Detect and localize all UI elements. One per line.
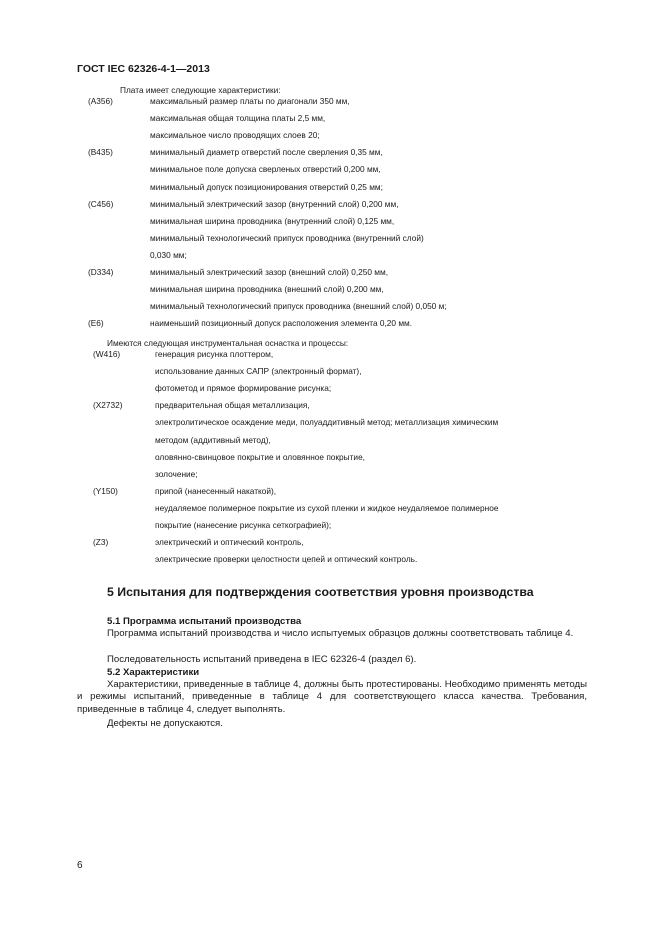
- item-line: 0,030 мм;: [150, 249, 187, 260]
- item-code: (Y150): [93, 485, 118, 496]
- item-line: минимальная ширина проводника (внутренний слой) 0,125 мм,: [150, 215, 395, 226]
- item-code: (A356): [88, 96, 113, 106]
- item-code: (E6): [88, 318, 104, 329]
- item-line: электролитическое осаждение меди, полуаддитивный метод; металлизация химическим: [155, 417, 499, 428]
- item-line: предварительная общая металлизация,: [155, 400, 310, 411]
- section-5-1-paragraph-2: Последовательность испытаний приведена в IEC 62326-4 (раздел 6).: [107, 654, 417, 665]
- section-5-1-title: 5.1 Программа испытаний производства: [107, 616, 302, 627]
- item-code: (X2732): [93, 400, 123, 411]
- item-line: минимальный электрический зазор (внутренний слой) 0,200 мм,: [150, 198, 399, 209]
- item-line: минимальный диаметр отверстий после сверления 0,35 мм,: [150, 147, 383, 158]
- tooling-intro: Имеются следующая инструментальная оснастка и процессы:: [107, 338, 349, 348]
- item-line: наименьший позиционный допуск расположения элемента 0,20 мм.: [150, 318, 413, 329]
- item-line: покрытие (нанесение рисунка сеткографией);: [155, 520, 332, 530]
- section-5-2-paragraph-2: Дефекты не допускаются.: [107, 718, 223, 729]
- section-5-1-paragraph-1: Программа испытаний производства и число испытуемых образцов должны соответствовать таблице 4.: [107, 628, 574, 639]
- item-line: минимальный электрический зазор (внешний слой) 0,250 мм,: [150, 267, 389, 277]
- standard-header: ГОСТ IEC 62326-4-1—2013: [77, 63, 210, 75]
- item-line: минимальная ширина проводника (внешний слой) 0,200 мм,: [150, 284, 384, 295]
- item-code: (B435): [88, 147, 113, 158]
- section-5-2-paragraph-1: Характеристики, приведенные в таблице 4, должны быть протестированы. Необходимо применять методы и режимы испытаний, приведенные в таблице 4 для соответствующего класса качества. Требования, приведенные в таблице 4, следует выполнять.: [77, 679, 587, 715]
- section-5-2-title: 5.2 Характеристики: [107, 667, 200, 678]
- item-line: фотометод и прямое формирование рисунка;: [155, 383, 332, 394]
- item-line: методом (аддитивный метод),: [155, 434, 271, 445]
- item-code: (W416): [93, 349, 121, 359]
- section-5-title: 5 Испытания для подтверждения соответствия уровня производства: [107, 585, 534, 599]
- item-code: (Z3): [93, 537, 109, 548]
- item-line: максимальная общая толщина платы 2,5 мм,: [150, 113, 326, 124]
- item-code: (D334): [88, 267, 114, 277]
- page-number: 6: [77, 860, 83, 871]
- item-line: оловянно-свинцовое покрытие и оловянное покрытие,: [155, 451, 365, 462]
- item-code: (C456): [88, 198, 114, 209]
- item-line: минимальный технологический припуск проводника (внутренний слой): [150, 232, 424, 243]
- item-line: золочение;: [155, 468, 198, 479]
- board-intro: Плата имеет следующие характеристики:: [120, 85, 281, 95]
- item-line: припой (нанесенный накаткой),: [155, 485, 277, 496]
- item-line: генерация рисунка плоттером,: [155, 349, 274, 359]
- item-line: электрический и оптический контроль,: [155, 537, 304, 548]
- item-line: использование данных САПР (электронный формат),: [155, 366, 362, 377]
- item-line: неудаляемое полимерное покрытие из сухой пленки и жидкое неудаляемое полимерное: [155, 502, 499, 513]
- item-line: электрические проверки целостности цепей и оптический контроль.: [155, 554, 418, 565]
- item-line: минимальное поле допуска сверленых отверстий 0,200 мм,: [150, 164, 381, 175]
- item-line: максимальный размер платы по диагонали 350 мм,: [150, 96, 350, 106]
- item-line: минимальный допуск позиционирования отверстий 0,25 мм;: [150, 181, 383, 192]
- item-line: максимальное число проводящих слоев 20;: [150, 130, 320, 141]
- item-line: минимальный технологический припуск проводника (внешний слой) 0,050 м;: [150, 301, 447, 312]
